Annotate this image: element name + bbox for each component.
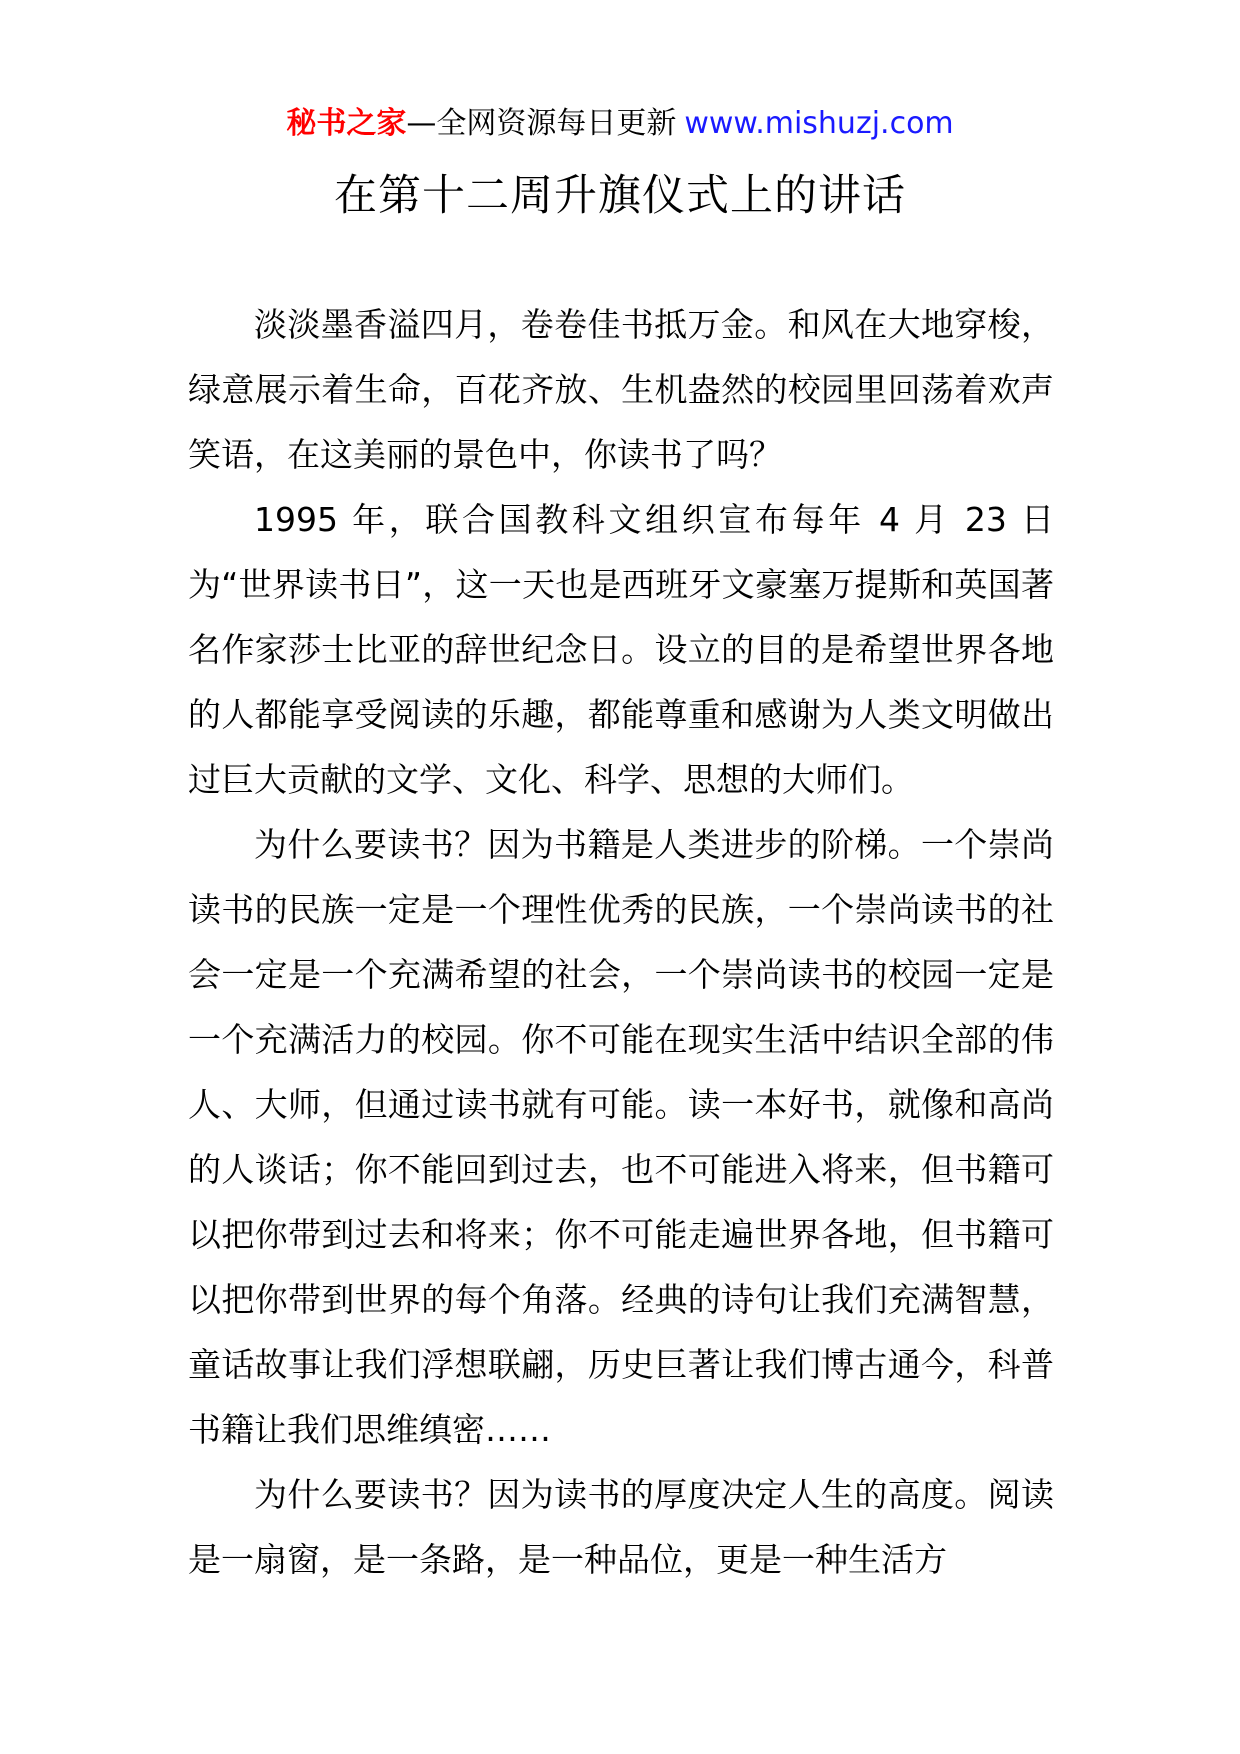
document-body bbox=[188, 292, 1054, 1592]
paragraph-3: 为什么要读书？因为书籍是人类进步的阶梯。一个崇尚读书的民族一定是一个理性优秀的民族，一个崇尚读书的社会一定是一个充满希望的社会，一个崇尚读书的校园一定是一个充满活力的校园。你不可能在现实生活中结识全部的伟人、大师，但通过读书就有可能。读一本好书，就像和高尚的人谈话；你不能回到过去，也不可能进入将来，但书籍可以把你带到过去和将来；你不可能走遍世界各地，但书籍可以把你带到世界的每个角落。经典的诗句让我们充满智慧，童话故事让我们浮想联翩，历史巨著让我们博古通今，科普书籍让我们思维缜密…… bbox=[188, 825, 1054, 1449]
document-title: 在第十二周升旗仪式上的讲话 bbox=[334, 171, 906, 221]
header-tagline: —全网资源每日更新 bbox=[406, 106, 677, 141]
paragraph-1: 淡淡墨香溢四月，卷卷佳书抵万金。和风在大地穿梭，绿意展示着生命，百花齐放、生机盎然的校园里回荡着欢声笑语，在这美丽的景色中，你读书了吗？ bbox=[188, 305, 1054, 474]
site-url-link[interactable]: www.mishuzj.com bbox=[684, 106, 954, 141]
site-header bbox=[0, 104, 1240, 144]
brand-name: 秘书之家 bbox=[286, 106, 407, 141]
paragraph-4: 为什么要读书？因为读书的厚度决定人生的高度。阅读是一扇窗，是一条路，是一种品位，更是一种生活方 bbox=[188, 1475, 1054, 1579]
paragraph-2: 1995 年，联合国教科文组织宣布每年 4 月 23 日为“世界读书日”，这一天也是西班牙文豪塞万提斯和英国著名作家莎士比亚的辞世纪念日。设立的目的是希望世界各地的人都能享受阅读的乐趣，都能尊重和感谢为人类文明做出过巨大贡献的文学、文化、科学、思想的大师们。 bbox=[188, 500, 1054, 799]
